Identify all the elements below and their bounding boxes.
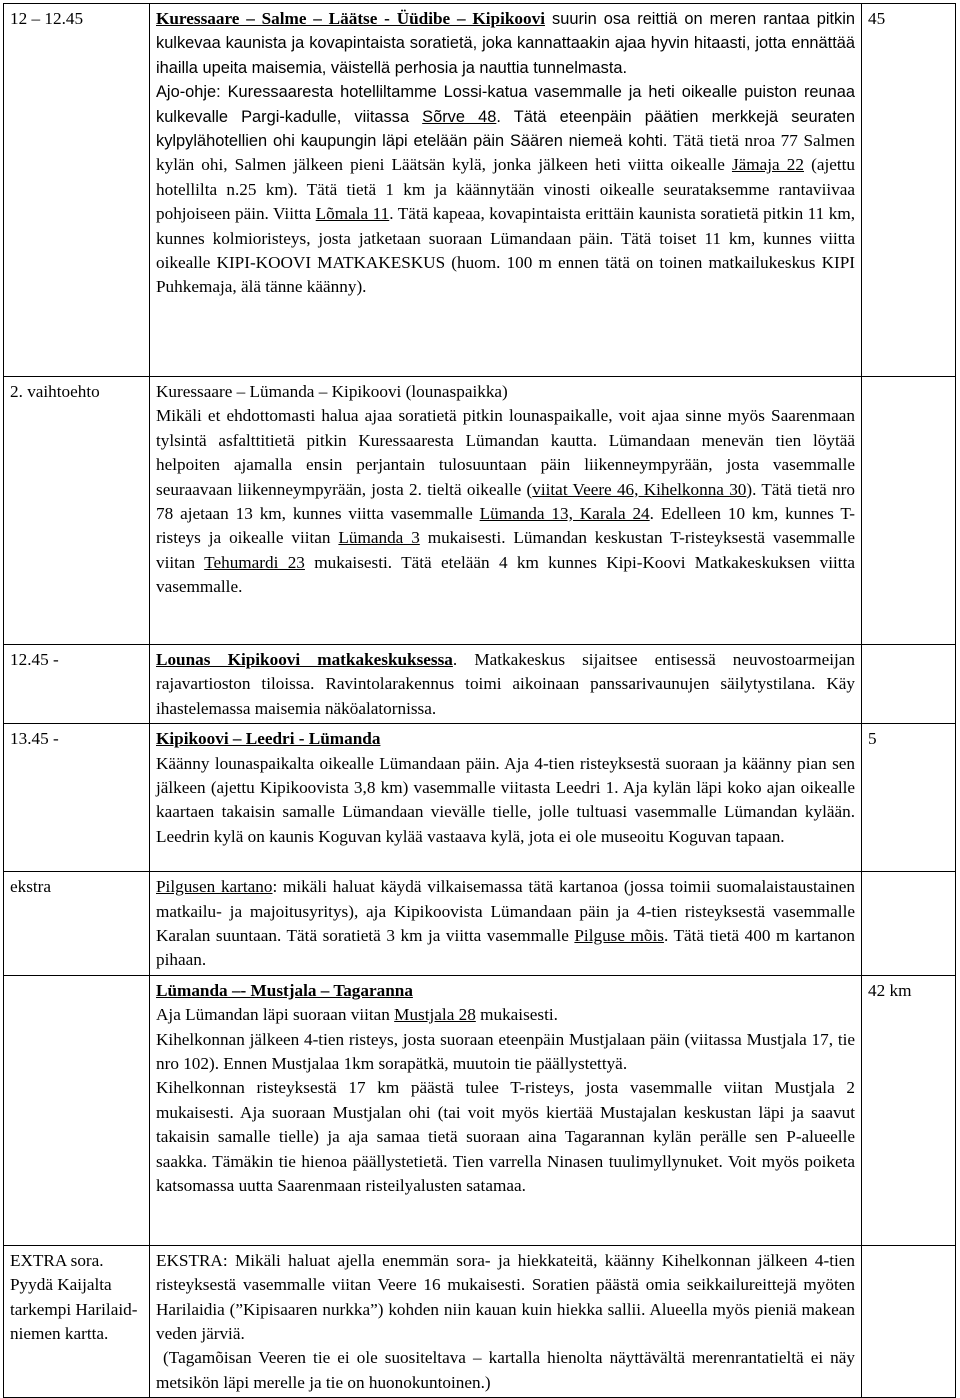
underlined-text: Lõmala 11 — [315, 204, 390, 224]
text-segment: Mikäli et ehdottomasti halua ajaa soratietä pitkin lounaspaikalle, voit ajaa sinne myös Saarenmaan tylsintä asfalttitietä pitkin Kuressaaresta Lümandan kautta. Lümandaan menevän tien löytää helpoiten ajamalla ensin perjantain tulosuuntaan päin liikenneympyrään, josta vasemmalle seuraavaan liikenneympyrään, josta 2. tieltä oikealle ( — [156, 406, 855, 499]
description-cell — [150, 1245, 862, 1397]
itinerary-row — [4, 724, 956, 872]
distance-cell — [862, 872, 956, 976]
itinerary-row — [4, 377, 956, 645]
text-segment: Kihelkonnan risteyksestä 17 km päästä tulee T-risteys, josta vasemmalle viitan Mustjala 2 mukaisesti. Aja suoraan Mustjalan ohi (tai voit myös kiertää Mustajalan keskustan läpi ja saavut takaisin samalle tielle) ja aja samaa tietä suoraan aina Tagarannan kylän perälle sen P-alueelle saakka. Tämäkin tie hienoa päällystetietä. Tien varrella Ninasen tuulimyllynuket. Voit myös poiketa katsomassa uutta Saarenmaan risteilyalusten satamaa. — [156, 1078, 855, 1196]
underlined-text: Lümanda 3 — [338, 528, 420, 548]
description-cell — [150, 975, 862, 1245]
underlined-text: Tehumardi 23 — [204, 552, 305, 572]
description-cell — [150, 872, 862, 976]
underlined-text: viitat Veere 46, Kihelkonna 30 — [532, 479, 747, 499]
text-segment: : mikäli haluat käydä vilkaisemassa tätä kartanoa (jossa toimii suomalaistaustainen matkailu- ja majoitusyritys), aja Kipikoovista Lümandaan päin ja 4-tien risteyksestä vasemmalle Karalan suuntaan. Tätä soratietä 3 km ja viitta vasemmalle — [156, 877, 855, 946]
paragraph — [156, 727, 855, 751]
itinerary-row — [4, 4, 956, 377]
distance-cell: 5 — [862, 724, 956, 872]
paragraph — [156, 80, 855, 300]
underlined-text: Mustjala 28 — [394, 1005, 476, 1025]
description-cell — [150, 4, 862, 377]
underlined-text: Sõrve 48 — [422, 107, 497, 126]
underlined-text: Lounas Kipikoovi matkakeskuksessa — [156, 650, 453, 669]
text-segment: Käänny lounaspaikalta oikealle Lümandaan päin. Aja 4-tien risteyksestä suoraan ja käänny pian sen jälkeen (ajettu Kipikoovista 3,8 km) vasemmalle viitasta Leedri 1. Aja kylän läpi koko ajan oikealle kaartaen takaisin samalle Lümandaan vievälle tielle, jolle tultuasi vasemmalle Lümandan kylään. Leedrin kylä on kaunis Koguvan kylää vastaava kylä, jota ei ole museoitu Koguvan tapaan. — [156, 753, 855, 846]
text-segment: . Edelleen 10 km, kunnes T-risteys ja oikealle viitan — [156, 504, 855, 548]
description-cell — [150, 377, 862, 645]
paragraph — [156, 875, 855, 973]
paragraph — [156, 1076, 855, 1198]
text-segment: mukaisesti. Lümandan keskustan T-risteyksestä vasemmalle viitan — [156, 528, 855, 572]
distance-cell: 45 — [862, 4, 956, 377]
paragraph — [156, 380, 855, 404]
distance-cell — [862, 645, 956, 724]
text-segment: (Tagamõisan Veeren tie ei ole suositeltava – kartalla hienolta näyttävältä merenrantatieltä ei näy metsikön läpi merelle ja tie on huonokuntoinen.) — [156, 1348, 855, 1392]
time-cell: 12.45 - — [4, 645, 150, 724]
text-segment: Kihelkonnan jälkeen 4-tien risteys, josta suoraan eteenpäin Mustjalaan päin (viitassa Mustjala 17, tie nro 102). Ennen Mustjalaa 1km sorapätkä, muutoin tie päällystettyä. — [156, 1029, 855, 1074]
time-cell — [4, 975, 150, 1245]
underlined-text: Kipikoovi – Leedri - Lümanda — [156, 729, 381, 749]
text-segment: ). Tätä tietä nro 78 ajetaan 13 km, kunnes viitta vasemmalle — [156, 479, 855, 524]
underlined-text: Lümanda –- Mustjala – Tagaranna — [156, 980, 413, 1000]
paragraph — [156, 7, 855, 80]
distance-cell: 42 km — [862, 975, 956, 1245]
text-segment: EKSTRA: Mikäli haluat ajella enemmän sora- ja hiekkateitä, käänny Kihelkonnan jälkeen 4-tien risteyksestä vasemmalle viitan Veere 16 mukaisesti. Soratien päästä omia seikkailureittejä myöten Harilaidia (”Kipisaaren nurkka”) kohden niin kauan kuin hiekka sallii. Alueella myös pieniä makean veden järviä. — [156, 1250, 855, 1344]
paragraph — [156, 648, 855, 721]
itinerary-row — [4, 645, 956, 724]
underlined-text: Kuressaare – Salme – Läätse - Üüdibe – Kipikoovi — [156, 9, 545, 28]
paragraph — [156, 1003, 855, 1027]
time-cell: 13.45 - — [4, 724, 150, 872]
paragraph — [156, 404, 855, 599]
underlined-text: Lümanda 13, Karala 24 — [479, 504, 650, 524]
itinerary-row — [4, 872, 956, 976]
underlined-text: Pilgusen kartano — [156, 877, 273, 897]
text-segment: (ajettu hotellilta n.25 km). Tätä tietä 1 km ja käännytään vinosti oikealle seurataksemme rantaviivaa pohjoiseen päin. Viitta — [156, 155, 855, 224]
text-segment: Tätä tietä nroa 77 Salmen kylän ohi, Salmen jälkeen pieni Läätsän kylä, jonka jälkeen heti viitta oikealle — [156, 131, 855, 175]
text-segment: . Matkakeskus sijaitsee entisessä neuvostoarmeijan rajavartioston tiloissa. Ravintolarakennus toimi aikoinaan panssarivaunujen säilytystilana. Käy ihastelemassa maisemia näköalatornissa. — [156, 650, 855, 718]
description-cell — [150, 645, 862, 724]
text-segment: Ajo-ohje: Kuressaaresta hotelliltamme Lossi-katua vasemmalle ja heti oikealle puiston reunaa kulkevalle Pargi-kadulle, viitassa — [156, 83, 855, 126]
paragraph — [156, 752, 855, 850]
itinerary-row — [4, 1245, 956, 1397]
text-segment: suurin osa reittiä on meren rantaa pitkin kulkevaa kaunista ja kovapintaista soratietä, joka kannattaakin ajaa hyvin hitaasti, jotta ennättää ihailla upeita maisemia, väistellä perhosia ja nauttia tunnelmasta. — [156, 10, 855, 77]
time-cell: EXTRA sora. Pyydä Kaijalta tarkempi Harilaid-niemen kartta. — [4, 1245, 150, 1397]
text-segment: mukaisesti. Tätä etelään 4 km kunnes Kipi-Koovi Matkakeskuksen viitta vasemmalle. — [156, 552, 855, 597]
paragraph — [156, 1249, 855, 1347]
distance-cell — [862, 1245, 956, 1397]
paragraph — [156, 1028, 855, 1077]
text-segment: Aja Lümandan läpi suoraan viitan — [156, 1005, 395, 1025]
itinerary-table — [3, 3, 956, 1398]
itinerary-row — [4, 975, 956, 1245]
underlined-text: Pilguse mõis — [574, 926, 664, 946]
paragraph — [156, 1346, 855, 1395]
text-segment: mukaisesti. — [475, 1005, 558, 1025]
description-cell — [150, 724, 862, 872]
time-cell: ekstra — [4, 872, 150, 976]
text-segment: Kuressaare – Lümanda – Kipikoovi (lounaspaikka) — [156, 382, 508, 401]
itinerary-body — [4, 4, 956, 1398]
text-segment: . Tätä eteenpäin päätien merkkejä seuraten kylpylähotellien ohi kaupungin läpi etelään päin Säären niemeä kohti. — [156, 107, 855, 151]
text-segment: . Tätä kapeaa, kovapintaista erittäin kaunista soratietä pitkin 11 km, kunnes kolmioristeys, josta jatketaan suoraan Lümandaan päin. Tätä toiset 11 km, kunnes viitta oikealle KIPI-KOOVI MATKAKESKUS (huom. 100 m ennen tätä on toinen matkailukeskus KIPI Puhkemaja, älä tänne käänny). — [156, 204, 855, 297]
text-segment: . Tätä tietä 400 m kartanon pihaan. — [156, 926, 855, 970]
distance-cell — [862, 377, 956, 645]
underlined-text: Jämaja 22 — [731, 155, 804, 175]
paragraph — [156, 979, 855, 1003]
time-cell: 12 – 12.45 — [4, 4, 150, 377]
time-cell: 2. vaihtoehto — [4, 377, 150, 645]
